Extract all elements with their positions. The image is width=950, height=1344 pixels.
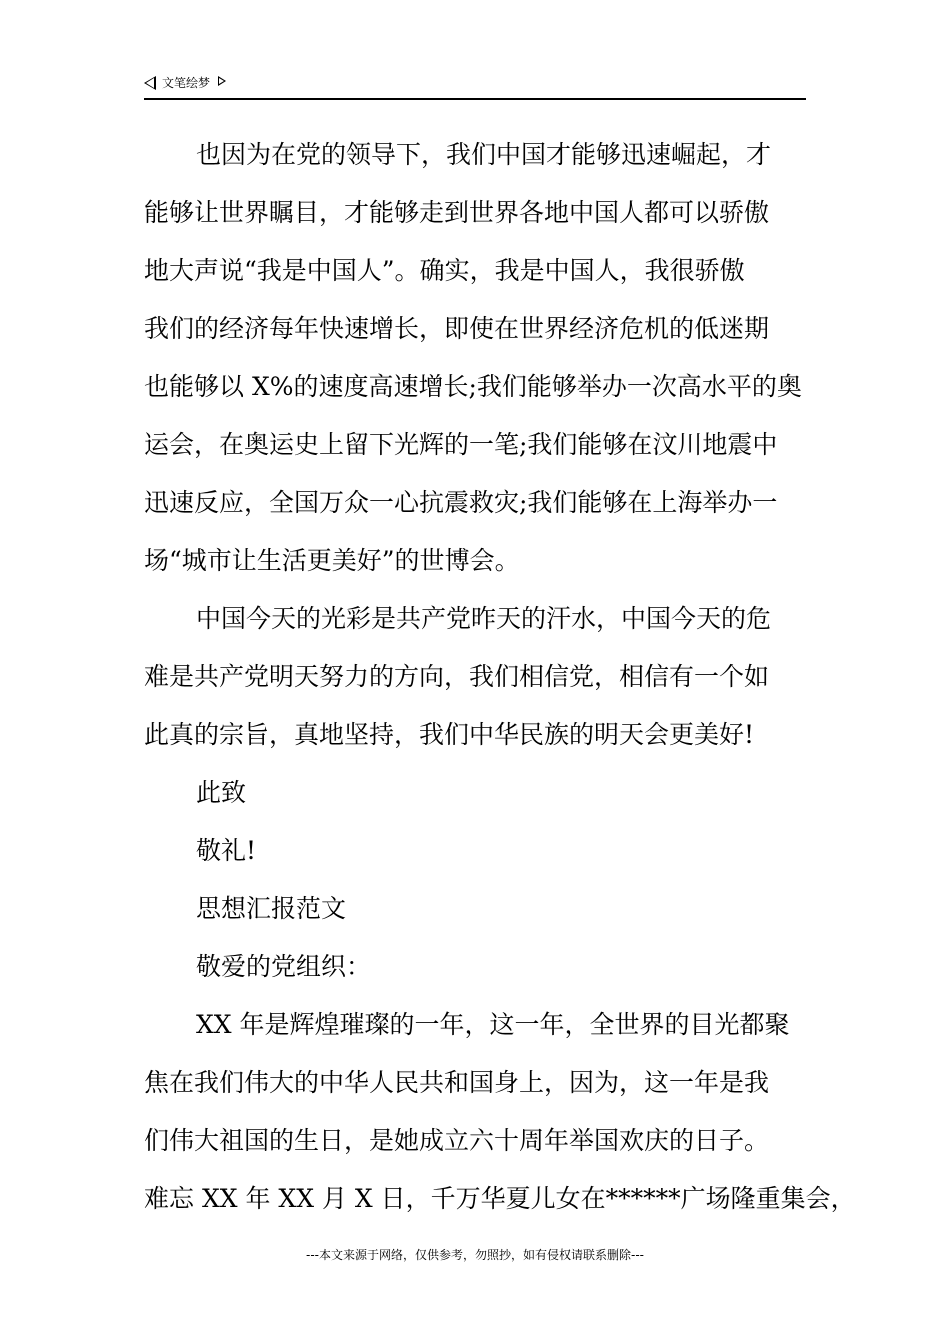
text-line: 敬礼! xyxy=(196,836,257,865)
page-footer: ---本文来源于网络，仅供参考，勿照抄，如有侵权请联系删除--- xyxy=(306,1248,644,1262)
text-line: 思想汇报范文 xyxy=(196,894,347,923)
closing-greeting xyxy=(144,764,810,822)
header-brand xyxy=(144,74,226,91)
text-line: 难是共产党明天努力的方向，我们相信党，相信有一个如 xyxy=(144,662,770,691)
header-title: 文笔绘梦 xyxy=(162,76,211,90)
paragraph xyxy=(144,126,810,590)
text-line: 此真的宗旨，真地坚持，我们中华民族的明天会更美好! xyxy=(144,720,755,749)
paragraph xyxy=(144,996,856,1228)
right-triangle-icon xyxy=(218,76,226,86)
text-line: 也能够以 X%的速度高速增长;我们能够举办一次高水平的奥 xyxy=(144,372,802,401)
document-body xyxy=(144,126,856,1228)
salutation xyxy=(144,938,810,996)
section-title xyxy=(144,880,810,938)
text-line: 此致 xyxy=(196,778,247,807)
text-line: 们伟大祖国的生日，是她成立六十周年举国欢庆的日子。 xyxy=(144,1126,770,1155)
text-line: 也因为在党的领导下，我们中国才能够迅速崛起，才 xyxy=(196,140,772,169)
text-line: 运会，在奥运史上留下光辉的一笔;我们能够在汶川地震中 xyxy=(144,430,778,459)
text-line: 敬爱的党组织： xyxy=(196,952,372,981)
text-line: 场“城市让生活更美好”的世博会。 xyxy=(144,546,520,575)
text-line: XX 年是辉煌璀璨的一年，这一年，全世界的目光都聚 xyxy=(196,1010,790,1039)
text-line: 中国今天的光彩是共产党昨天的汗水，中国今天的危 xyxy=(196,604,772,633)
text-line: 焦在我们伟大的中华人民共和国身上，因为，这一年是我 xyxy=(144,1068,770,1097)
closing-salute xyxy=(144,822,810,880)
paragraph xyxy=(144,590,810,764)
text-line: 能够让世界瞩目，才能够走到世界各地中国人都可以骄傲 xyxy=(144,198,770,227)
left-triangle-icon xyxy=(144,76,156,90)
text-line: 难忘 XX 年 XX 月 X 日，千万华夏儿女在******广场隆重集会， xyxy=(144,1184,856,1213)
text-line: 迅速反应，全国万众一心抗震救灾;我们能够在上海举办一 xyxy=(144,488,778,517)
page-header xyxy=(144,72,806,100)
text-line: 我们的经济每年快速增长，即使在世界经济危机的低迷期 xyxy=(144,314,770,343)
text-line: 地大声说“我是中国人”。确实，我是中国人，我很骄傲 xyxy=(144,256,745,285)
